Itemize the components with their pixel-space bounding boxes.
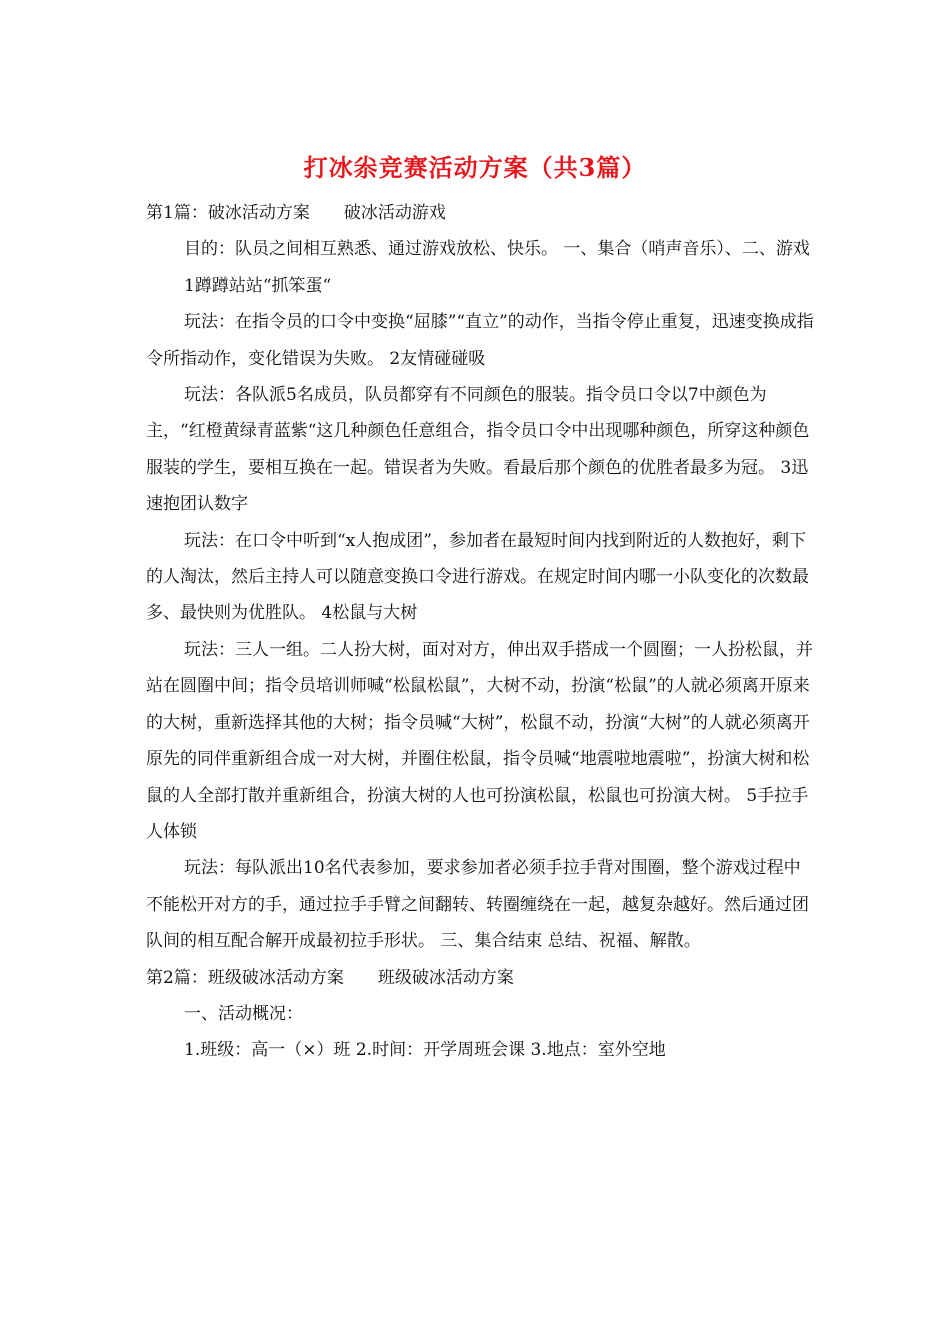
document-body <box>146 195 814 1069</box>
body-paragraph: 1.班级：高一（×）班 2.时间：开学周班会课 3.地点：室外空地 <box>184 1040 666 1061</box>
body-paragraph: 第2篇：班级破冰活动方案 班级破冰活动方案 <box>146 967 514 988</box>
body-paragraph: 一、活动概况： <box>184 1003 303 1024</box>
body-paragraph: 玩法：在口令中听到“x人抱成团”，参加者在最短时间内找到附近的人数抱好，剩下的人淘汰，然后主持人可以随意变换口令进行游戏。在规定时间内哪一小队变化的次数最多、最快则为优胜队。 4松鼠与大树 <box>146 530 809 624</box>
body-paragraph: 玩法：三人一组。二人扮大树，面对对方，伸出双手搭成一个圆圈；一人扮松鼠，并站在圆圈中间；指令员培训师喊“松鼠松鼠”，大树不动，扮演“松鼠”的人就必须离开原来的大树，重新选择其他的大树；指令员喊“大树”，松鼠不动，扮演“大树”的人就必须离开原先的同伴重新组合成一对大树，并圈住松鼠，指令员喊“地震啦地震啦”，扮演大树和松鼠的人全部打散并重新组合，扮演大树的人也可扮演松鼠，松鼠也可扮演大树。 5手拉手人体锁 <box>146 639 813 842</box>
body-paragraph: 目的：队员之间相互熟悉、通过游戏放松、快乐。 一、集合（哨声音乐）、二、游戏 <box>184 239 810 260</box>
body-paragraph: 玩法：各队派5名成员，队员都穿有不同颜色的服装。指令员口令以7中颜色为主，“红橙黄绿青蓝紫“这几种颜色任意组合，指令员口令中出现哪种颜色，所穿这种颜色服装的学生，要相互换在一起。错误者为失败。看最后那个颜色的优胜者最多为冠。 3迅速抱团认数字 <box>146 385 810 515</box>
body-paragraph: 第1篇：破冰活动方案 破冰活动游戏 <box>146 203 446 223</box>
body-paragraph: 1蹲蹲站站“抓笨蛋“ <box>184 275 332 296</box>
document-title: 打冰尜竞赛活动方案（共3篇） <box>303 153 647 182</box>
body-paragraph: 玩法：在指令员的口令中变换“屈膝”“直立”的动作，当指令停止重复，迅速变换成指令所指动作，变化错误为失败。 2友情碰碰吸 <box>146 312 814 369</box>
body-paragraph: 玩法：每队派出10名代表参加，要求参加者必须手拉手背对围圈，整个游戏过程中不能松开对方的手，通过拉手手臂之间翻转、转圈缠绕在一起，越复杂越好。然后通过团队间的相互配合解开成最初拉手形状。 三、集合结束 总结、祝福、解散。 <box>146 858 809 952</box>
